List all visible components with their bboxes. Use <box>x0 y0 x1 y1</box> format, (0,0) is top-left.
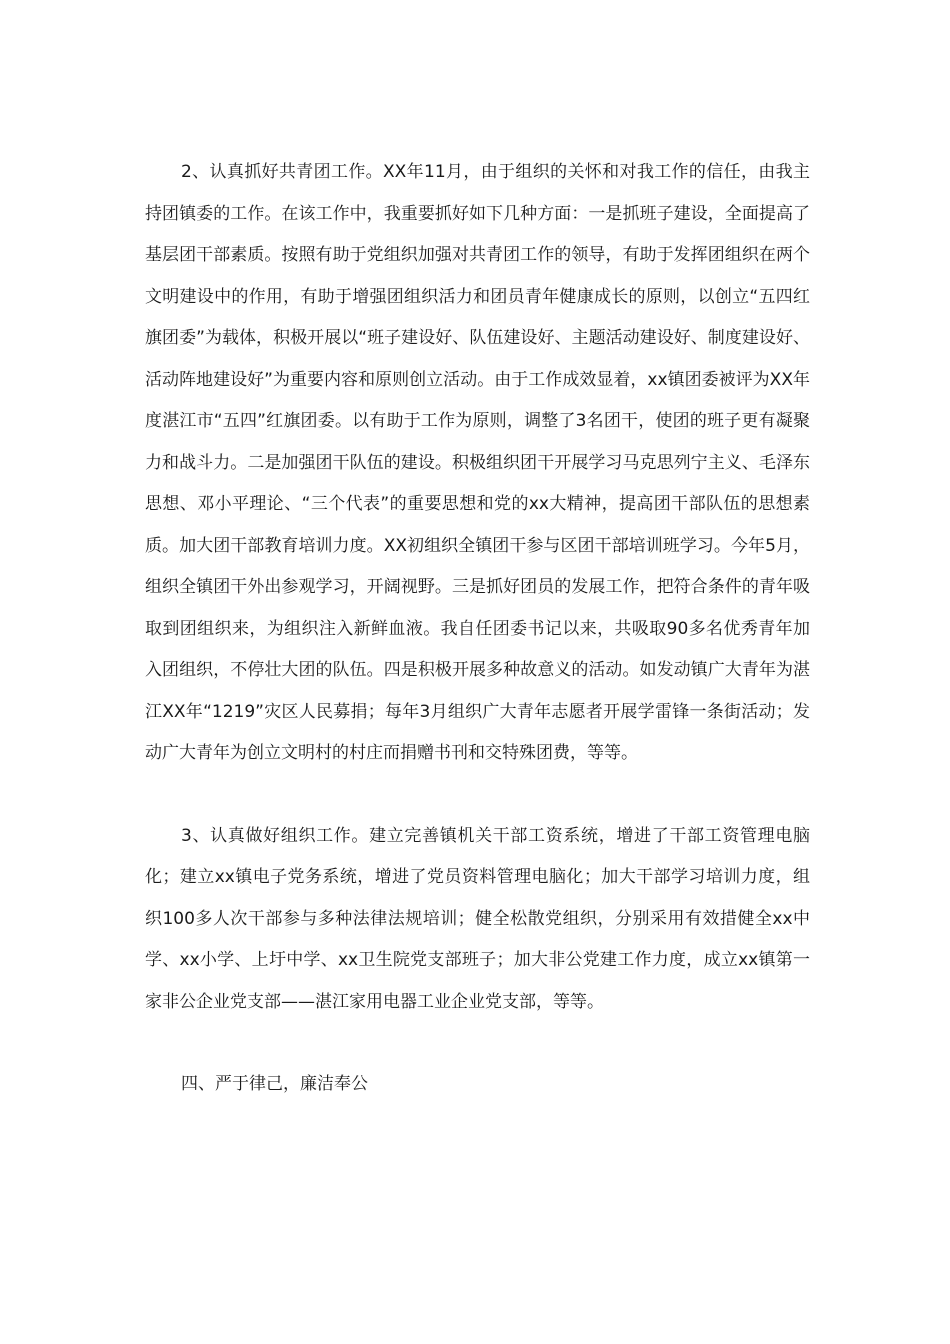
paragraph-youth-league-work: 2、认真抓好共青团工作。XX年11月，由于组织的关怀和对我工作的信任，由我主持团镇委的工作。在该工作中，我重要抓好如下几种方面：一是抓班子建设，全面提高了基层团干部素质。按照有助于党组织加强对共青团工作的领导，有助于发挥团组织在两个文明建设中的作用，有助于增强团组织活力和团员青年健康成长的原则，以创立“五四红旗团委”为载体，积极开展以“班子建设好、队伍建设好、主题活动建设好、制度建设好、活动阵地建设好”为重要内容和原则创立活动。由于工作成效显着，xx镇团委被评为XX年度湛江市“五四”红旗团委。以有助于工作为原则，调整了3名团干，使团的班子更有凝聚力和战斗力。二是加强团干队伍的建设。积极组织团干开展学习马克思列宁主义、毛泽东思想、邓小平理论、“三个代表”的重要思想和党的xx大精神，提高团干部队伍的思想素质。加大团干部教育培训力度。XX初组织全镇团干参与区团干部培训班学习。今年5月，组织全镇团干外出参观学习，开阔视野。三是抓好团员的发展工作，把符合条件的青年吸取到团组织来，为组织注入新鲜血液。我自任团委书记以来，共吸取90多名优秀青年加入团组织，不停壮大团的队伍。四是积极开展多种故意义的活动。如发动镇广大青年为湛江XX年“1219”灾区人民募捐；每年3月组织广大青年志愿者开展学雷锋一条街活动；发动广大青年为创立文明村的村庄而捐赠书刊和交特殊团费，等等。 <box>145 162 810 763</box>
document-body <box>145 152 810 1106</box>
paragraph-spacer <box>145 775 810 816</box>
section-heading: 四、严于律己，廉洁奉公 <box>181 1074 368 1094</box>
paragraph-spacer <box>145 1023 810 1064</box>
paragraph-organization-work: 3、认真做好组织工作。建立完善镇机关干部工资系统，增进了干部工资管理电脑化；建立xx镇电子党务系统，增进了党员资料管理电脑化；加大干部学习培训力度，组织100多人次干部参与多种法律法规培训；健全松散党组织，分别采用有效措健全xx中学、xx小学、上圩中学、xx卫生院党支部班子；加大非公党建工作力度，成立xx镇第一家非公企业党支部——湛江家用电器工业企业党支部，等等。 <box>145 825 810 1012</box>
